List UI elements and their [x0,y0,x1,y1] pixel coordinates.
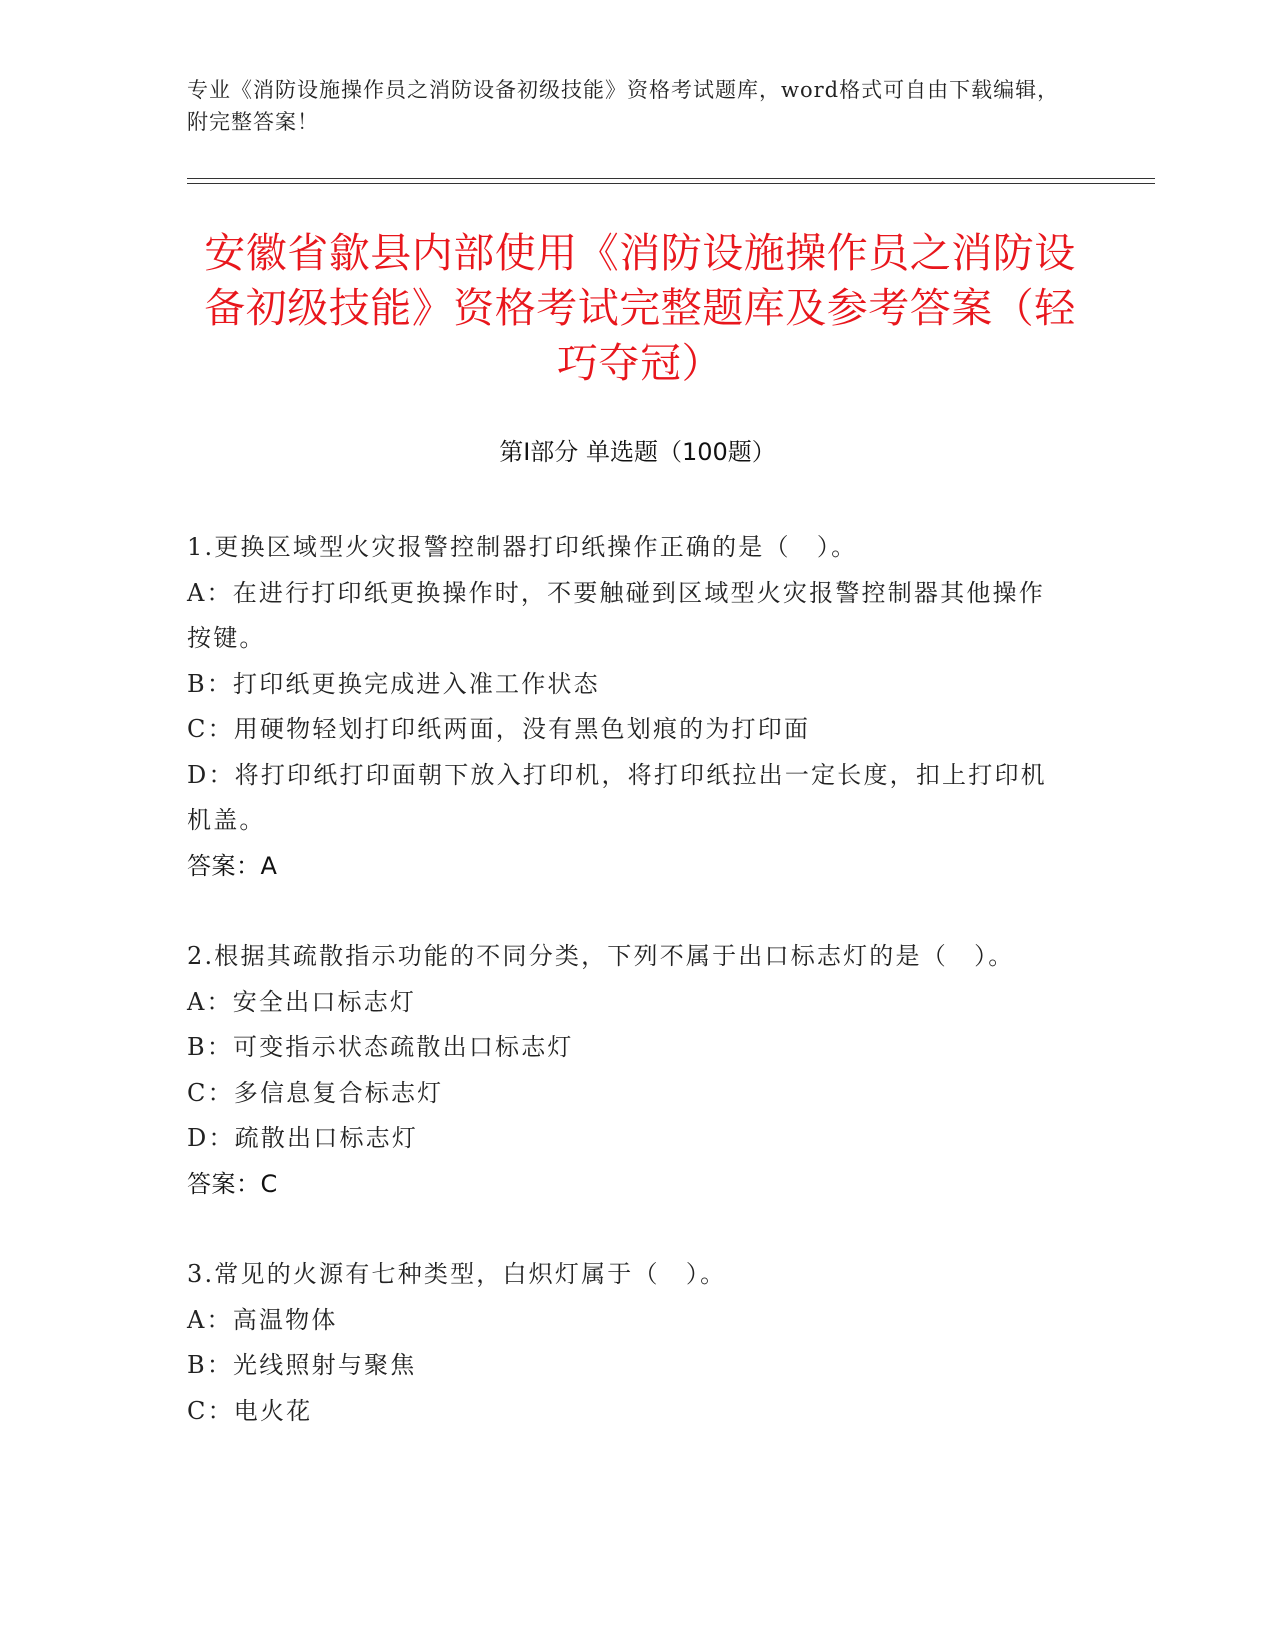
question-2 [187,934,1067,1207]
question-3 [187,1252,1067,1434]
header-divider-bottom [187,183,1155,184]
answer: 答案：A [187,851,278,880]
header-divider-top [187,178,1155,179]
header-note: 专业《消防设施操作员之消防设备初级技能》资格考试题库，word格式可自由下载编辑，附完整答案！ [187,78,1060,134]
option-c: C：用硬物轻划打印纸两面，没有黑色划痕的为打印面 [187,715,811,743]
option-d: D：将打印纸打印面朝下放入打印机，将打印纸拉出一定长度，扣上打印机机盖。 [187,760,1047,834]
question-list [187,525,1067,1479]
question-stem: 2.根据其疏散指示功能的不同分类，下列不属于出口标志灯的是（ ）。 [187,942,1015,970]
option-b: B：光线照射与聚焦 [187,1351,417,1379]
option-c: C：多信息复合标志灯 [187,1078,444,1107]
question-stem: 3.常见的火源有七种类型，白炽灯属于（ ）。 [187,1260,727,1288]
question-stem: 1.更换区域型火灾报警控制器打印纸操作正确的是（ ）。 [187,533,858,561]
option-d: D：疏散出口标志灯 [187,1124,419,1152]
option-b: B：打印纸更换完成进入准工作状态 [187,669,600,698]
section-title: 第I部分 单选题（100题） [499,438,776,466]
option-b: B：可变指示状态疏散出口标志灯 [187,1033,574,1061]
option-a: A：在进行打印纸更换操作时，不要触碰到区域型火灾报警控制器其他操作按键。 [187,578,1045,652]
answer: 答案：C [187,1169,278,1198]
option-a: A：高温物体 [187,1305,338,1334]
option-a: A：安全出口标志灯 [187,987,417,1016]
document-title: 安徽省歙县内部使用《消防设施操作员之消防设备初级技能》资格考试完整题库及参考答案（轻巧夺冠） [204,229,1076,387]
option-c: C：电火花 [187,1396,313,1425]
question-1 [187,525,1067,889]
